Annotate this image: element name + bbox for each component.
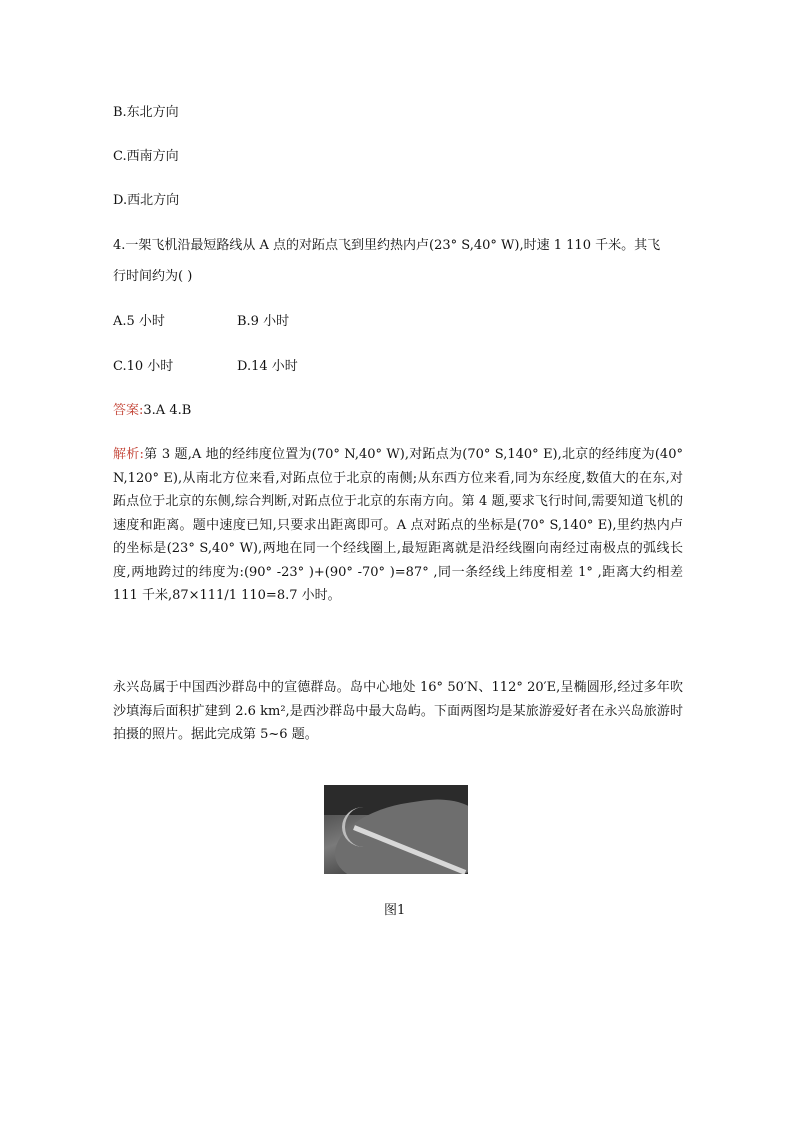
answer-text: 3.A 4.B: [143, 403, 192, 418]
q4-option-d: D.14 小时: [237, 359, 298, 374]
answer-line: [113, 400, 191, 422]
intro-paragraph: 永兴岛属于中国西沙群岛中的宣德群岛。岛中心地处 16° 50′N、112° 20′E,呈椭圆形,经过多年吹沙填海后面积扩建到 2.6 km²,是西沙群岛中最大岛屿。下面两图均是某旅游爱好者在永兴岛旅游时拍摄的照片。据此完成第 5~6 题。: [113, 680, 683, 742]
q4-option-a: A.5 小时: [113, 314, 165, 329]
island-photo: [324, 785, 468, 874]
question-4-line-1: 4.一架飞机沿最短路线从 A 点的对跖点飞到里约热内卢(23° S,40° W),时速 1 110 千米。其飞: [113, 238, 661, 253]
question-4-line-2: 行时间约为( ): [113, 269, 193, 284]
option-c: C.西南方向: [113, 149, 179, 164]
figure-caption: 图1: [384, 903, 406, 918]
q4-option-b: B.9 小时: [237, 314, 290, 329]
analysis-label: 解析:: [113, 447, 144, 462]
analysis-paragraph: [113, 443, 683, 608]
answer-label: 答案:: [113, 403, 144, 418]
option-b: B.东北方向: [113, 105, 179, 120]
analysis-text: 第 3 题,A 地的经纬度位置为(70° N,40° W),对跖点为(70° S,140° E),北京的经纬度为(40° N,120° E),从南北方位来看,对跖点位于北京的南侧;从东西方位来看,同为东经度,数值大的在东,对跖点位于北京的东侧,综合判断,对跖点位于北京的东南方向。第 4 题,要求飞行时间,需要知道飞机的速度和距离。题中速度已知,只要求出距离即可。A 点对跖点的坐标是(70° S,140° E),里约热内卢的坐标是(23° S,40° W),两地在同一个经线圈上,最短距离就是沿经线圈向南经过南极点的弧线长度,两地跨过的纬度为:(90° -23° )+(90° -70° )=87° ,同一条经线上纬度相差 1° ,距离大约相差 111 千米,87×111/1 110=8.7 小时。: [113, 447, 683, 603]
q4-option-c: C.10 小时: [113, 359, 174, 374]
option-d: D.西北方向: [113, 193, 180, 208]
